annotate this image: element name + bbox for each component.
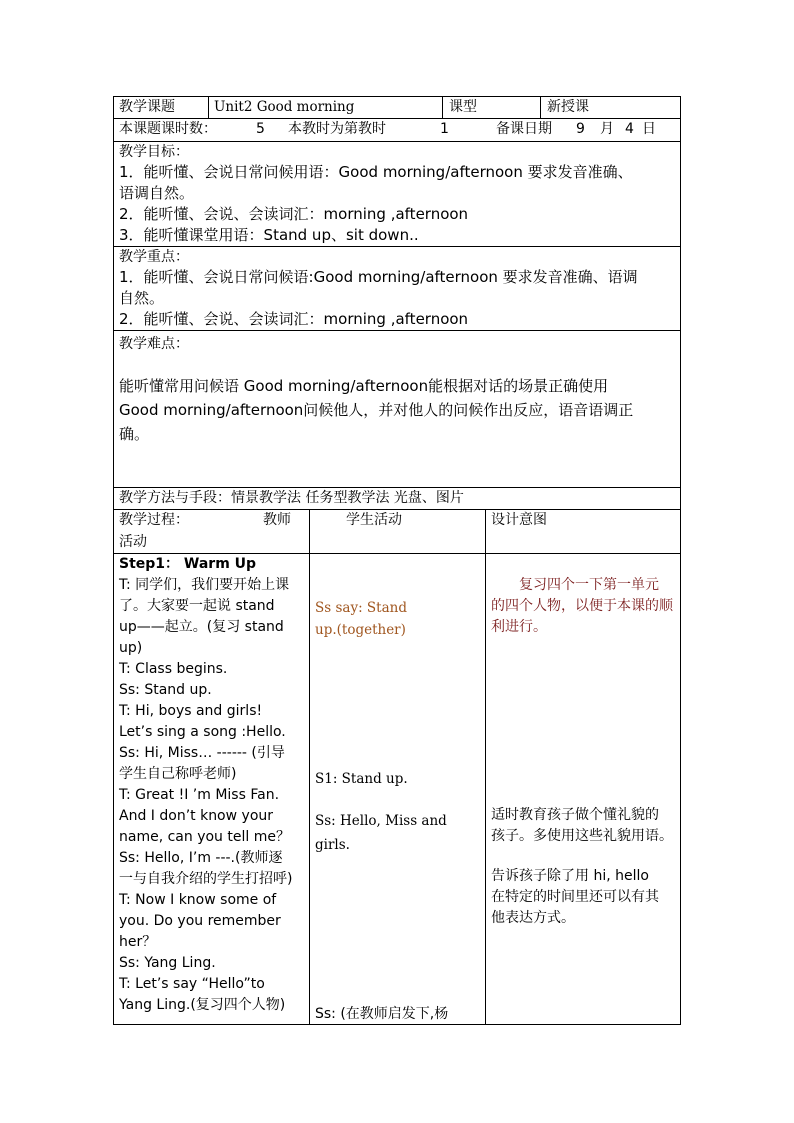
type-label: 课型	[449, 99, 477, 115]
teacher-line: Ss: Hi, Miss… ------ (引导	[119, 745, 285, 761]
key-points-line: 2．能听懂、会说、会读词汇：morning ,afternoon	[119, 310, 469, 328]
type-value: 新授课	[547, 99, 589, 115]
objectives-line: 2．能听懂、会说、会读词汇：morning ,afternoon	[119, 205, 469, 223]
col-divider	[485, 509, 486, 1025]
objectives-line: 3．能听懂课堂用语：Stand up、sit down..	[119, 226, 419, 244]
date-month-label: 月	[600, 121, 614, 137]
row-divider	[113, 141, 681, 142]
student-line: girls.	[315, 837, 350, 853]
teacher-line: you. Do you remember	[119, 913, 281, 929]
methods-text: 教学方法与手段：情景教学法 任务型教学法 光盘、图片	[119, 490, 464, 506]
period-value: 1	[440, 121, 449, 137]
teacher-line: T: Great !I ’m Miss Fan.	[119, 787, 280, 803]
date-month: 9	[576, 121, 585, 137]
objectives-line: 1．能听懂、会说日常问候用语：Good morning/afternoon 要求发音准确、	[119, 163, 633, 181]
difficulties-title: 教学难点：	[119, 336, 189, 352]
teacher-line: Ss: Yang Ling.	[119, 955, 216, 971]
design-line: 的四个人物，以便于本课的顺	[491, 598, 673, 614]
difficulties-line: 确。	[119, 425, 150, 443]
teacher-line: Let’s sing a song :Hello.	[119, 724, 286, 740]
row-divider	[113, 246, 681, 247]
design-line: 利进行。	[491, 619, 547, 635]
difficulties-line: 能听懂常用问候语 Good morning/afternoon能根据对话的场景正确使用	[119, 377, 609, 395]
teacher-line: Ss: Stand up.	[119, 682, 212, 698]
teacher-line: 了。大家要一起说 stand	[119, 598, 275, 614]
step-title: Step1： Warm Up	[119, 556, 257, 572]
teacher-line: up)	[119, 640, 143, 656]
teacher-line: 学生自己称呼老师)	[119, 766, 237, 782]
student-line: S1: Stand up.	[315, 771, 408, 787]
student-label: 学生活动	[346, 512, 402, 528]
teacher-line: name, can you tell me？	[119, 829, 290, 845]
key-points-line: 自然。	[119, 289, 165, 307]
design-line: 适时教育孩子做个懂礼貌的	[491, 807, 659, 823]
col-divider	[309, 509, 310, 1025]
teacher-line: T: Class begins.	[119, 661, 228, 677]
period-label: 本教时为第教时	[288, 121, 386, 137]
teacher-line: T: 同学们，我们要开始上课	[119, 577, 290, 593]
teacher-line: T: Let’s say “Hello”to	[119, 976, 265, 992]
design-line: 他表达方式。	[491, 910, 575, 926]
design-line: 在特定的时间里还可以有其	[491, 889, 659, 905]
difficulties-line: Good morning/afternoon问候他人，并对他人的问候作出反应，语音语调正	[119, 401, 634, 419]
objectives-line: 语调自然。	[119, 184, 195, 202]
teacher-line: Ss: Hello, I’m ---.(教师逐	[119, 850, 283, 866]
topic-value: Unit2 Good morning	[214, 99, 355, 115]
student-line: up.(together)	[315, 622, 406, 638]
objectives-title: 教学目标：	[119, 144, 189, 160]
row-divider	[113, 330, 681, 331]
design-line: 孩子。多使用这些礼貌用语。	[491, 828, 673, 844]
teacher-line: up——起立。(复习 stand	[119, 619, 284, 635]
topic-label: 教学课题	[119, 99, 175, 115]
teacher-line: her？	[119, 934, 157, 950]
col-divider	[540, 96, 541, 118]
date-day-label: 日	[642, 121, 656, 137]
teacher-line: 一与自我介绍的学生打招呼)	[119, 871, 293, 887]
teacher-line: Yang Ling.(复习四个人物)	[119, 997, 286, 1013]
teacher-line: T: Now I know some of	[119, 892, 277, 908]
design-line: 复习四个一下第一单元	[519, 577, 659, 593]
student-line: Ss: Hello, Miss and	[315, 813, 447, 829]
date-day: 4	[625, 121, 634, 137]
date-label: 备课日期	[496, 121, 552, 137]
student-line: Ss: (在教师启发下,杨	[315, 1006, 449, 1022]
table-border-top	[113, 96, 681, 97]
process-label: 教学过程：	[119, 512, 189, 528]
hours-value: 5	[256, 121, 265, 137]
key-points-line: 1．能听懂、会说日常问候语:Good morning/afternoon 要求发音准确、语调	[119, 268, 638, 286]
col-divider	[442, 96, 443, 118]
teacher-line: T: Hi, boys and girls!	[119, 703, 263, 719]
table-border-left	[113, 96, 114, 1025]
col-divider	[208, 96, 209, 118]
activity-label: 活动	[119, 534, 147, 550]
student-line: Ss say: Stand	[315, 600, 407, 616]
table-border-right	[680, 96, 681, 1025]
key-points-title: 教学重点：	[119, 249, 189, 265]
teacher-label: 教师	[263, 512, 291, 528]
design-line: 告诉孩子除了用 hi, hello	[491, 868, 649, 884]
design-label: 设计意图	[491, 512, 547, 528]
hours-label: 本课题课时数：	[119, 121, 217, 137]
teacher-line: And I don’t know your	[119, 808, 274, 824]
